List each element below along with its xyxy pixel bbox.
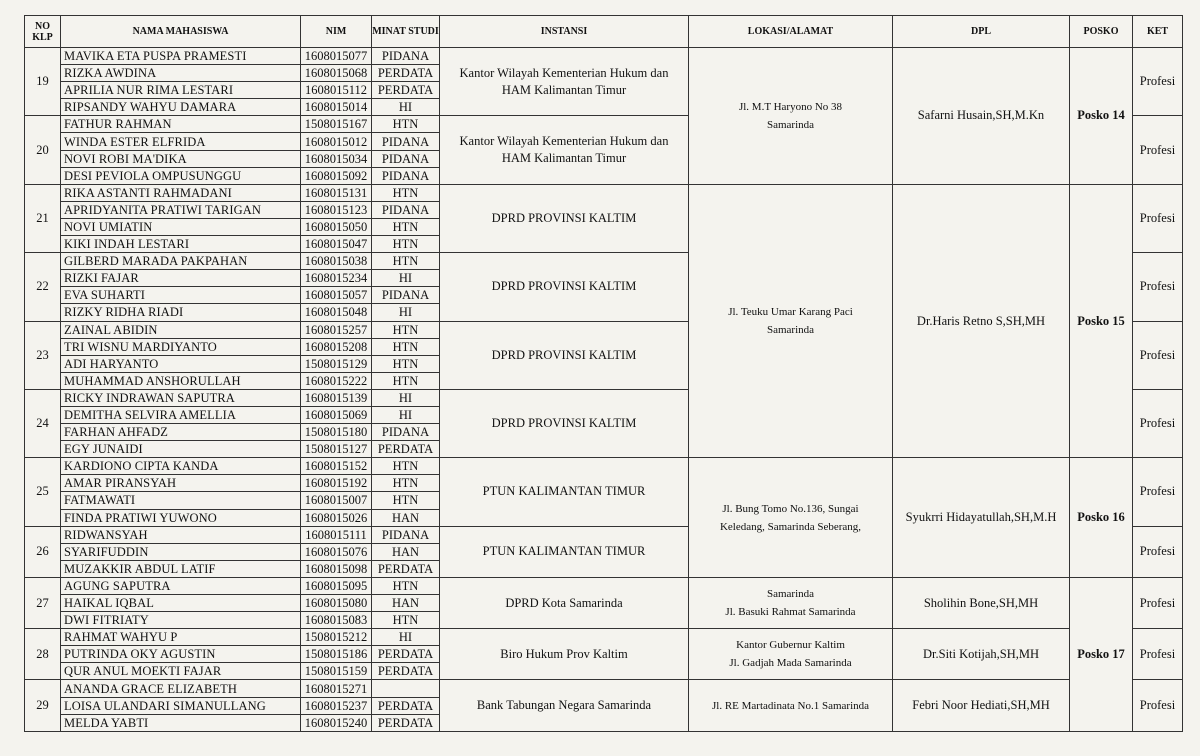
dpl-cell: Dr.Haris Retno S,SH,MH <box>893 184 1070 458</box>
header-posko: POSKO <box>1070 16 1133 48</box>
lokasi-cell <box>689 629 893 680</box>
student-nim-cell: 1608015192 <box>301 475 372 492</box>
table-row <box>25 458 1183 475</box>
student-nim-cell: 1608015098 <box>301 560 372 577</box>
student-minat-cell: PIDANA <box>372 133 440 150</box>
student-name-cell: MAVIKA ETA PUSPA PRAMESTI <box>61 48 301 65</box>
student-minat-cell: HTN <box>372 253 440 270</box>
student-name-cell: APRILIA NUR RIMA LESTARI <box>61 82 301 99</box>
student-minat-cell: PIDANA <box>372 287 440 304</box>
student-name-cell: RIKA ASTANTI RAHMADANI <box>61 184 301 201</box>
student-name-cell: RIPSANDY WAHYU DAMARA <box>61 99 301 116</box>
student-minat-cell: PERDATA <box>372 560 440 577</box>
ket-cell: Profesi <box>1133 184 1183 252</box>
student-nim-cell: 1608015222 <box>301 372 372 389</box>
header-dpl: DPL <box>893 16 1070 48</box>
student-name-cell: RIZKA AWDINA <box>61 65 301 82</box>
student-minat-cell: HTN <box>372 612 440 629</box>
instansi-line: HAM Kalimantan Timur <box>501 151 627 166</box>
student-name-cell: MUZAKKIR ABDUL LATIF <box>61 560 301 577</box>
student-name-cell: NOVI ROBI MA'DIKA <box>61 150 301 167</box>
group-number-cell: 24 <box>25 389 61 457</box>
student-nim-cell: 1608015077 <box>301 48 372 65</box>
student-minat-cell: HI <box>372 629 440 646</box>
student-minat-cell: PERDATA <box>372 441 440 458</box>
student-name-cell: RICKY INDRAWAN SAPUTRA <box>61 389 301 406</box>
student-nim-cell: 1608015050 <box>301 218 372 235</box>
lokasi-cell <box>689 577 893 628</box>
student-nim-cell: 1508015129 <box>301 355 372 372</box>
dpl-cell: Syukrri Hidayatullah,SH,M.H <box>893 458 1070 578</box>
group-number-cell: 20 <box>25 116 61 184</box>
student-name-cell: KIKI INDAH LESTARI <box>61 236 301 253</box>
student-name-cell: QUR ANUL MOEKTI FAJAR <box>61 663 301 680</box>
group-number-cell: 25 <box>25 458 61 526</box>
student-minat-cell: HTN <box>372 372 440 389</box>
instansi-cell <box>440 48 689 116</box>
student-name-cell: LOISA ULANDARI SIMANULLANG <box>61 697 301 714</box>
instansi-line: DPRD PROVINSI KALTIM <box>491 210 637 225</box>
student-nim-cell: 1508015186 <box>301 646 372 663</box>
student-minat-cell: PIDANA <box>372 150 440 167</box>
ket-cell: Profesi <box>1133 680 1183 731</box>
header-row <box>25 16 1183 48</box>
student-name-cell: AMAR PIRANSYAH <box>61 475 301 492</box>
student-nim-cell: 1608015092 <box>301 167 372 184</box>
posko-cell: Posko 15 <box>1070 184 1133 458</box>
lokasi-line: Kantor Gubernur Kaltim <box>736 639 845 652</box>
student-nim-cell: 1608015095 <box>301 577 372 594</box>
student-name-cell: TRI WISNU MARDIYANTO <box>61 338 301 355</box>
student-minat-cell: HTN <box>372 116 440 133</box>
instansi-cell <box>440 577 689 628</box>
student-minat-cell: HAN <box>372 543 440 560</box>
header-lokasi-alamat: LOKASI/ALAMAT <box>689 16 893 48</box>
student-minat-cell <box>372 680 440 697</box>
student-minat-cell: PIDANA <box>372 526 440 543</box>
ket-cell: Profesi <box>1133 116 1183 184</box>
instansi-cell <box>440 321 689 389</box>
student-minat-cell: HTN <box>372 492 440 509</box>
placement-table <box>24 15 1183 732</box>
student-nim-cell: 1608015240 <box>301 714 372 731</box>
group-number-cell: 27 <box>25 577 61 628</box>
student-nim-cell: 1508015159 <box>301 663 372 680</box>
table-row <box>25 577 1183 594</box>
student-minat-cell: PERDATA <box>372 65 440 82</box>
student-nim-cell: 1608015234 <box>301 270 372 287</box>
student-name-cell: SYARIFUDDIN <box>61 543 301 560</box>
lokasi-line: Jl. Basuki Rahmat Samarinda <box>725 606 856 619</box>
student-name-cell: EGY JUNAIDI <box>61 441 301 458</box>
student-minat-cell: HI <box>372 270 440 287</box>
lokasi-line: Samarinda <box>766 118 815 131</box>
student-name-cell: FINDA PRATIWI YUWONO <box>61 509 301 526</box>
student-nim-cell: 1608015139 <box>301 389 372 406</box>
student-name-cell: EVA SUHARTI <box>61 287 301 304</box>
student-nim-cell: 1608015131 <box>301 184 372 201</box>
student-nim-cell: 1608015038 <box>301 253 372 270</box>
table-row <box>25 48 1183 65</box>
student-name-cell: ANANDA GRACE ELIZABETH <box>61 680 301 697</box>
student-nim-cell: 1608015257 <box>301 321 372 338</box>
header-minat-studi: MINAT STUDI <box>372 16 440 48</box>
group-number-cell: 22 <box>25 253 61 321</box>
lokasi-line: Jl. Bung Tomo No.136, Sungai <box>722 502 859 515</box>
student-minat-cell: PIDANA <box>372 201 440 218</box>
student-nim-cell: 1608015271 <box>301 680 372 697</box>
student-name-cell: RIZKI FAJAR <box>61 270 301 287</box>
student-minat-cell: HI <box>372 304 440 321</box>
ket-cell: Profesi <box>1133 321 1183 389</box>
instansi-line: Kantor Wilayah Kementerian Hukum dan <box>459 134 669 149</box>
student-nim-cell: 1508015212 <box>301 629 372 646</box>
student-nim-cell: 1608015057 <box>301 287 372 304</box>
header-instansi: INSTANSI <box>440 16 689 48</box>
student-name-cell: AGUNG SAPUTRA <box>61 577 301 594</box>
student-nim-cell: 1608015080 <box>301 595 372 612</box>
student-nim-cell: 1608015111 <box>301 526 372 543</box>
student-name-cell: DEMITHA SELVIRA AMELLIA <box>61 406 301 423</box>
student-name-cell: RIZKY RIDHA RIADI <box>61 304 301 321</box>
student-minat-cell: HI <box>372 389 440 406</box>
student-nim-cell: 1608015069 <box>301 406 372 423</box>
group-number-cell: 26 <box>25 526 61 577</box>
group-number-cell: 23 <box>25 321 61 389</box>
student-nim-cell: 1608015237 <box>301 697 372 714</box>
dpl-cell: Dr.Siti Kotijah,SH,MH <box>893 629 1070 680</box>
student-nim-cell: 1608015012 <box>301 133 372 150</box>
group-number-cell: 28 <box>25 629 61 680</box>
student-name-cell: DESI PEVIOLA OMPUSUNGGU <box>61 167 301 184</box>
student-nim-cell: 1608015026 <box>301 509 372 526</box>
student-minat-cell: HI <box>372 99 440 116</box>
student-minat-cell: HTN <box>372 458 440 475</box>
student-minat-cell: PIDANA <box>372 424 440 441</box>
lokasi-line: Jl. RE Martadinata No.1 Samarinda <box>711 699 870 712</box>
instansi-cell <box>440 680 689 731</box>
student-name-cell: MUHAMMAD ANSHORULLAH <box>61 372 301 389</box>
student-nim-cell: 1608015208 <box>301 338 372 355</box>
student-minat-cell: HTN <box>372 184 440 201</box>
student-nim-cell: 1608015007 <box>301 492 372 509</box>
instansi-cell <box>440 116 689 184</box>
student-nim-cell: 1608015152 <box>301 458 372 475</box>
ket-cell: Profesi <box>1133 577 1183 628</box>
ket-cell: Profesi <box>1133 48 1183 116</box>
student-name-cell: FATHUR RAHMAN <box>61 116 301 133</box>
group-number-cell: 21 <box>25 184 61 252</box>
header-no-klp: NO KLP <box>25 16 61 48</box>
lokasi-line: Jl. Teuku Umar Karang Paci <box>728 306 853 318</box>
student-nim-cell: 1608015047 <box>301 236 372 253</box>
instansi-line: DPRD PROVINSI KALTIM <box>491 279 637 294</box>
student-minat-cell: HAN <box>372 509 440 526</box>
instansi-line: HAM Kalimantan Timur <box>501 82 627 97</box>
table-body <box>25 48 1183 732</box>
dpl-cell: Febri Noor Hediati,SH,MH <box>893 680 1070 731</box>
table-row <box>25 629 1183 646</box>
student-minat-cell: PERDATA <box>372 82 440 99</box>
group-number-cell: 29 <box>25 680 61 731</box>
student-name-cell: KARDIONO CIPTA KANDA <box>61 458 301 475</box>
group-number-cell: 19 <box>25 48 61 116</box>
student-nim-cell: 1608015068 <box>301 65 372 82</box>
student-minat-cell: PERDATA <box>372 663 440 680</box>
student-nim-cell: 1608015112 <box>301 82 372 99</box>
student-nim-cell: 1508015167 <box>301 116 372 133</box>
student-name-cell: APRIDYANITA PRATIWI TARIGAN <box>61 201 301 218</box>
student-minat-cell: PERDATA <box>372 646 440 663</box>
header-ket: KET <box>1133 16 1183 48</box>
instansi-cell <box>440 629 689 680</box>
lokasi-line: Samarinda <box>766 324 815 336</box>
student-name-cell: MELDA YABTI <box>61 714 301 731</box>
instansi-line: Kantor Wilayah Kementerian Hukum dan <box>459 65 669 80</box>
student-name-cell: HAIKAL IQBAL <box>61 595 301 612</box>
student-name-cell: NOVI UMIATIN <box>61 218 301 235</box>
student-minat-cell: HTN <box>372 338 440 355</box>
instansi-line: DPRD PROVINSI KALTIM <box>491 347 637 362</box>
student-nim-cell: 1608015034 <box>301 150 372 167</box>
lokasi-cell <box>689 184 893 458</box>
student-minat-cell: PIDANA <box>372 48 440 65</box>
instansi-line: Bank Tabungan Negara Samarinda <box>476 698 652 713</box>
student-name-cell: DWI FITRIATY <box>61 612 301 629</box>
student-name-cell: FARHAN AHFADZ <box>61 424 301 441</box>
student-nim-cell: 1508015127 <box>301 441 372 458</box>
lokasi-line: Jl. M.T Haryono No 38 <box>738 100 843 113</box>
lokasi-line: Jl. Gadjah Mada Samarinda <box>729 657 852 670</box>
header-nim: NIM <box>301 16 372 48</box>
student-name-cell: FATMAWATI <box>61 492 301 509</box>
instansi-line: PTUN KALIMANTAN TIMUR <box>482 544 646 559</box>
ket-cell: Profesi <box>1133 458 1183 526</box>
dpl-cell: Sholihin Bone,SH,MH <box>893 577 1070 628</box>
instansi-cell <box>440 458 689 526</box>
table-row <box>25 184 1183 201</box>
instansi-line: PTUN KALIMANTAN TIMUR <box>482 484 646 499</box>
instansi-cell <box>440 253 689 321</box>
instansi-line: DPRD Kota Samarinda <box>505 595 623 610</box>
student-minat-cell: HTN <box>372 321 440 338</box>
student-name-cell: RIDWANSYAH <box>61 526 301 543</box>
student-name-cell: GILBERD MARADA PAKPAHAN <box>61 253 301 270</box>
lokasi-line: Samarinda <box>766 588 815 601</box>
student-name-cell: WINDA ESTER ELFRIDA <box>61 133 301 150</box>
student-minat-cell: HTN <box>372 236 440 253</box>
lokasi-line: Keledang, Samarinda Seberang, <box>719 520 862 533</box>
student-minat-cell: HTN <box>372 577 440 594</box>
student-placement-document <box>24 15 1182 732</box>
student-minat-cell: HTN <box>372 218 440 235</box>
student-minat-cell: HTN <box>372 355 440 372</box>
lokasi-cell <box>689 458 893 578</box>
student-nim-cell: 1608015076 <box>301 543 372 560</box>
student-nim-cell: 1608015014 <box>301 99 372 116</box>
student-name-cell: RAHMAT WAHYU P <box>61 629 301 646</box>
posko-cell: Posko 14 <box>1070 48 1133 185</box>
student-nim-cell: 1608015048 <box>301 304 372 321</box>
student-minat-cell: PIDANA <box>372 167 440 184</box>
instansi-cell <box>440 389 689 457</box>
student-minat-cell: HTN <box>372 475 440 492</box>
student-nim-cell: 1508015180 <box>301 424 372 441</box>
student-name-cell: ZAINAL ABIDIN <box>61 321 301 338</box>
lokasi-cell <box>689 680 893 731</box>
student-minat-cell: PERDATA <box>372 714 440 731</box>
student-minat-cell: HI <box>372 406 440 423</box>
student-name-cell: ADI HARYANTO <box>61 355 301 372</box>
student-name-cell: PUTRINDA OKY AGUSTIN <box>61 646 301 663</box>
posko-cell: Posko 16 <box>1070 458 1133 578</box>
posko-cell: Posko 17 <box>1070 577 1133 731</box>
student-nim-cell: 1608015083 <box>301 612 372 629</box>
student-minat-cell: HAN <box>372 595 440 612</box>
student-nim-cell: 1608015123 <box>301 201 372 218</box>
ket-cell: Profesi <box>1133 253 1183 321</box>
table-row <box>25 680 1183 697</box>
instansi-cell <box>440 184 689 252</box>
ket-cell: Profesi <box>1133 526 1183 577</box>
lokasi-cell <box>689 48 893 185</box>
ket-cell: Profesi <box>1133 389 1183 457</box>
instansi-cell <box>440 526 689 577</box>
student-minat-cell: PERDATA <box>372 697 440 714</box>
header-nama-mahasiswa: NAMA MAHASISWA <box>61 16 301 48</box>
instansi-line: Biro Hukum Prov Kaltim <box>500 646 628 661</box>
instansi-line: DPRD PROVINSI KALTIM <box>491 416 637 431</box>
ket-cell: Profesi <box>1133 629 1183 680</box>
dpl-cell: Safarni Husain,SH,M.Kn <box>893 48 1070 185</box>
